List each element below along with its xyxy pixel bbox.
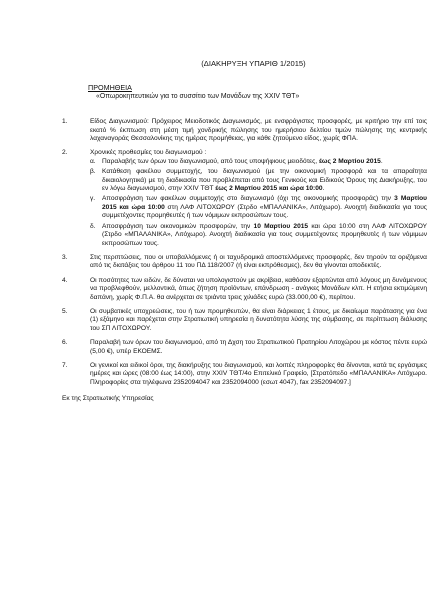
item-text: Είδος Διαγωνισμού: Πρόχειρος Μειοδοτικός Διαγωνισμός, με ενσφράγιστες προσφορές, με κριτήριο την επί τοις εκατό % έκπτωση στη μέση τιμή χονδρικής πώλησης του ημερήσιου δελτίου τιμών πώλησης της κεντρικής λαχαναγοράς Θεσσαλονίκης της ημέρας προμήθειας, για κάθε ζητούμενο είδος, χωρίς ΦΠΑ.: [90, 118, 427, 143]
sub-item-text: Παραλαβής των όρων του διαγωνισμού, από τους υποψήφιους μειοδότες,: [102, 157, 319, 165]
sub-item-emphasis: 10 Μαρτίου 2015: [253, 222, 309, 230]
list-item: [62, 254, 427, 271]
item-number: 2.: [62, 149, 68, 157]
sub-item-text-end: στη ΛΑΦ ΛΙΤΟΧΩΡΟΥ (Στρδο «ΜΠΑΛΑΝΙΚΑ», Λιτόχωρο). Ανοιχτή διαδικασία για τους συμμετέχοντες προμηθευτές ή των νόμιμων εκπροσώπων τους.: [102, 203, 427, 220]
sub-item-emphasis: 3 Μαρτίου 2015 και ώρα 10:00: [102, 195, 427, 211]
terms-list: [62, 118, 427, 387]
item-number: 3.: [62, 253, 68, 261]
sub-item: [90, 223, 427, 248]
sub-item: [90, 195, 427, 220]
sub-item-letter: γ.: [90, 195, 96, 203]
item-text: Στις περιπτώσεις, που οι υποβαλλόμενες ή οι ταχυδρομικά αποστελλόμενες προσφορές, δεν τηρούν τα οριζόμενα από τις διατάξεις του άρθρου 11 του ΠΔ 118/2007 (ή είναι εκπρόθεσμες), δεν θα γίνονται αποδεκτές.: [90, 253, 427, 270]
list-item: [62, 277, 427, 302]
sub-item-text: Κατάθεση φακέλου συμμετοχής, του διαγωνισμού (με την οικονομική προσφορά και τα απαραίτητα δικαιολογητικά) με τη διαδικασία που προβλέπεται από τους Γενικούς και Ειδικούς Όρους της Διακήρυξης, του εν λόγω διαγωνισμού, στην XXIV ΤΘΤ: [102, 168, 427, 193]
item-text: Οι γενικοί και ειδικοί όροι, της διακήρυξης του διαγωνισμού, και λοιπές πληροφορίες θα δίνονται, κατά τις εργάσιμες ημέρες και ώρες (08:00 έως 14:00), στην XXIV ΤΘΤ/4ο Επιτελικό Γραφείο, [Στρατόπεδο «ΜΠΑΛΑΝΙΚΑ» Λιτόχωρο. Πληροφορίες στα τηλέφωνα 2352094047 και 2352094000 (εσωτ 4047), fax 2352094097.]: [90, 361, 427, 386]
sub-item-text-end: .: [380, 157, 383, 165]
sub-item-letter: δ.: [90, 222, 96, 230]
item-number: 6.: [62, 339, 68, 347]
sub-item-letter: β.: [90, 168, 96, 176]
item-text: Χρονικές προθεσμίες του διαγωνισμού :: [90, 149, 207, 157]
list-item: [62, 308, 427, 333]
list-item: [62, 339, 427, 356]
item-number: 1.: [62, 118, 68, 126]
sub-item: [90, 158, 427, 166]
sub-item-letter: α.: [90, 157, 96, 165]
sub-item-text-end: και ώρα 10:00 στη ΛΑΦ ΛΙΤΟΧΩΡΟΥ (Στρδο «ΜΠΑΛΑΝΙΚΑ», Λιτόχωρο). Ανοιχτή διαδικασία για τους συμμετέχοντες προμηθευτές ή των νόμιμων εκπροσώπων τους.: [102, 222, 428, 247]
sub-item: [90, 168, 427, 193]
item-text: Παραλαβή των όρων του διαγωνισμού, από τη Δχση του Στρατιωτικού Πρατηρίου Λιτοχώρου με κόστος πέντε ευρώ (5,00 €), υπέρ ΕΚΟΕΜΣ.: [90, 339, 427, 355]
item-number: 5.: [62, 307, 68, 315]
sub-item-text: Αποσφράγιση των φακέλων συμμετοχής στο διαγωνισμό (όχι της οικονομικής προσφοράς) την: [102, 195, 395, 203]
section-heading: ΠΡΟΜΗΘΕΙΑ: [88, 83, 132, 93]
list-item: [62, 149, 427, 247]
document-title: (ΔΙΑΚΗΡΥΞΗ ΥΠΑΡΙΘ 1/2015): [201, 59, 306, 68]
closing-signature: Εκ της Στρατιωτικής Υπηρεσίας: [62, 395, 154, 403]
list-item: [62, 118, 427, 143]
item-text: Οι ποσότητες των ειδών, δε δύναται να υπολογιστούν με ακρίβεια, καθόσον εξαρτώνται από λόγους μη δυνάμενους να προβλεφθούν, μελλοντικά, όπως ζήτηση προϊόντων, επάνδρωση - ανάγκες Μονάδων κλπ. Η ετήσια εκτιμώμενη δαπάνη, χωρίς Φ.Π.Α. θα ανέρχεται σε τριάντα τρεις χιλιάδες ευρώ (33.000,00 €), περίπου.: [90, 276, 427, 301]
sub-item-emphasis: έως 2 Μαρτίου 2015 και ώρα 10:00: [215, 185, 323, 193]
deadlines-sublist: [90, 158, 427, 248]
sub-item-text: Αποσφράγιση των οικονομικών προσφορών, την: [102, 222, 254, 230]
item-number: 7.: [62, 361, 68, 369]
document-subtitle: «Οπωροκηπευτικών για το συσσίτιο των Μονάδων της XXIV ΤΘΤ»: [96, 92, 300, 100]
item-number: 4.: [62, 276, 68, 284]
sub-item-text-end: .: [322, 185, 325, 193]
list-item: [62, 362, 427, 387]
item-text: Οι συμβατικές υποχρεώσεις, του ή των προμηθευτών, θα είναι διάρκειας 1 έτους, με δικαίωμα παράτασης για ένα (1) εξάμηνο και παρέχεται στην Στρατιωτική υπηρεσία η δυνατότητα λύσης της σύμβασης, σε περίπτωση διάλυσης του ΣΠ ΛΙΤΟΧΩΡΟΥ.: [90, 307, 427, 332]
sub-item-emphasis: έως 2 Μαρτίου 2015: [318, 157, 381, 165]
